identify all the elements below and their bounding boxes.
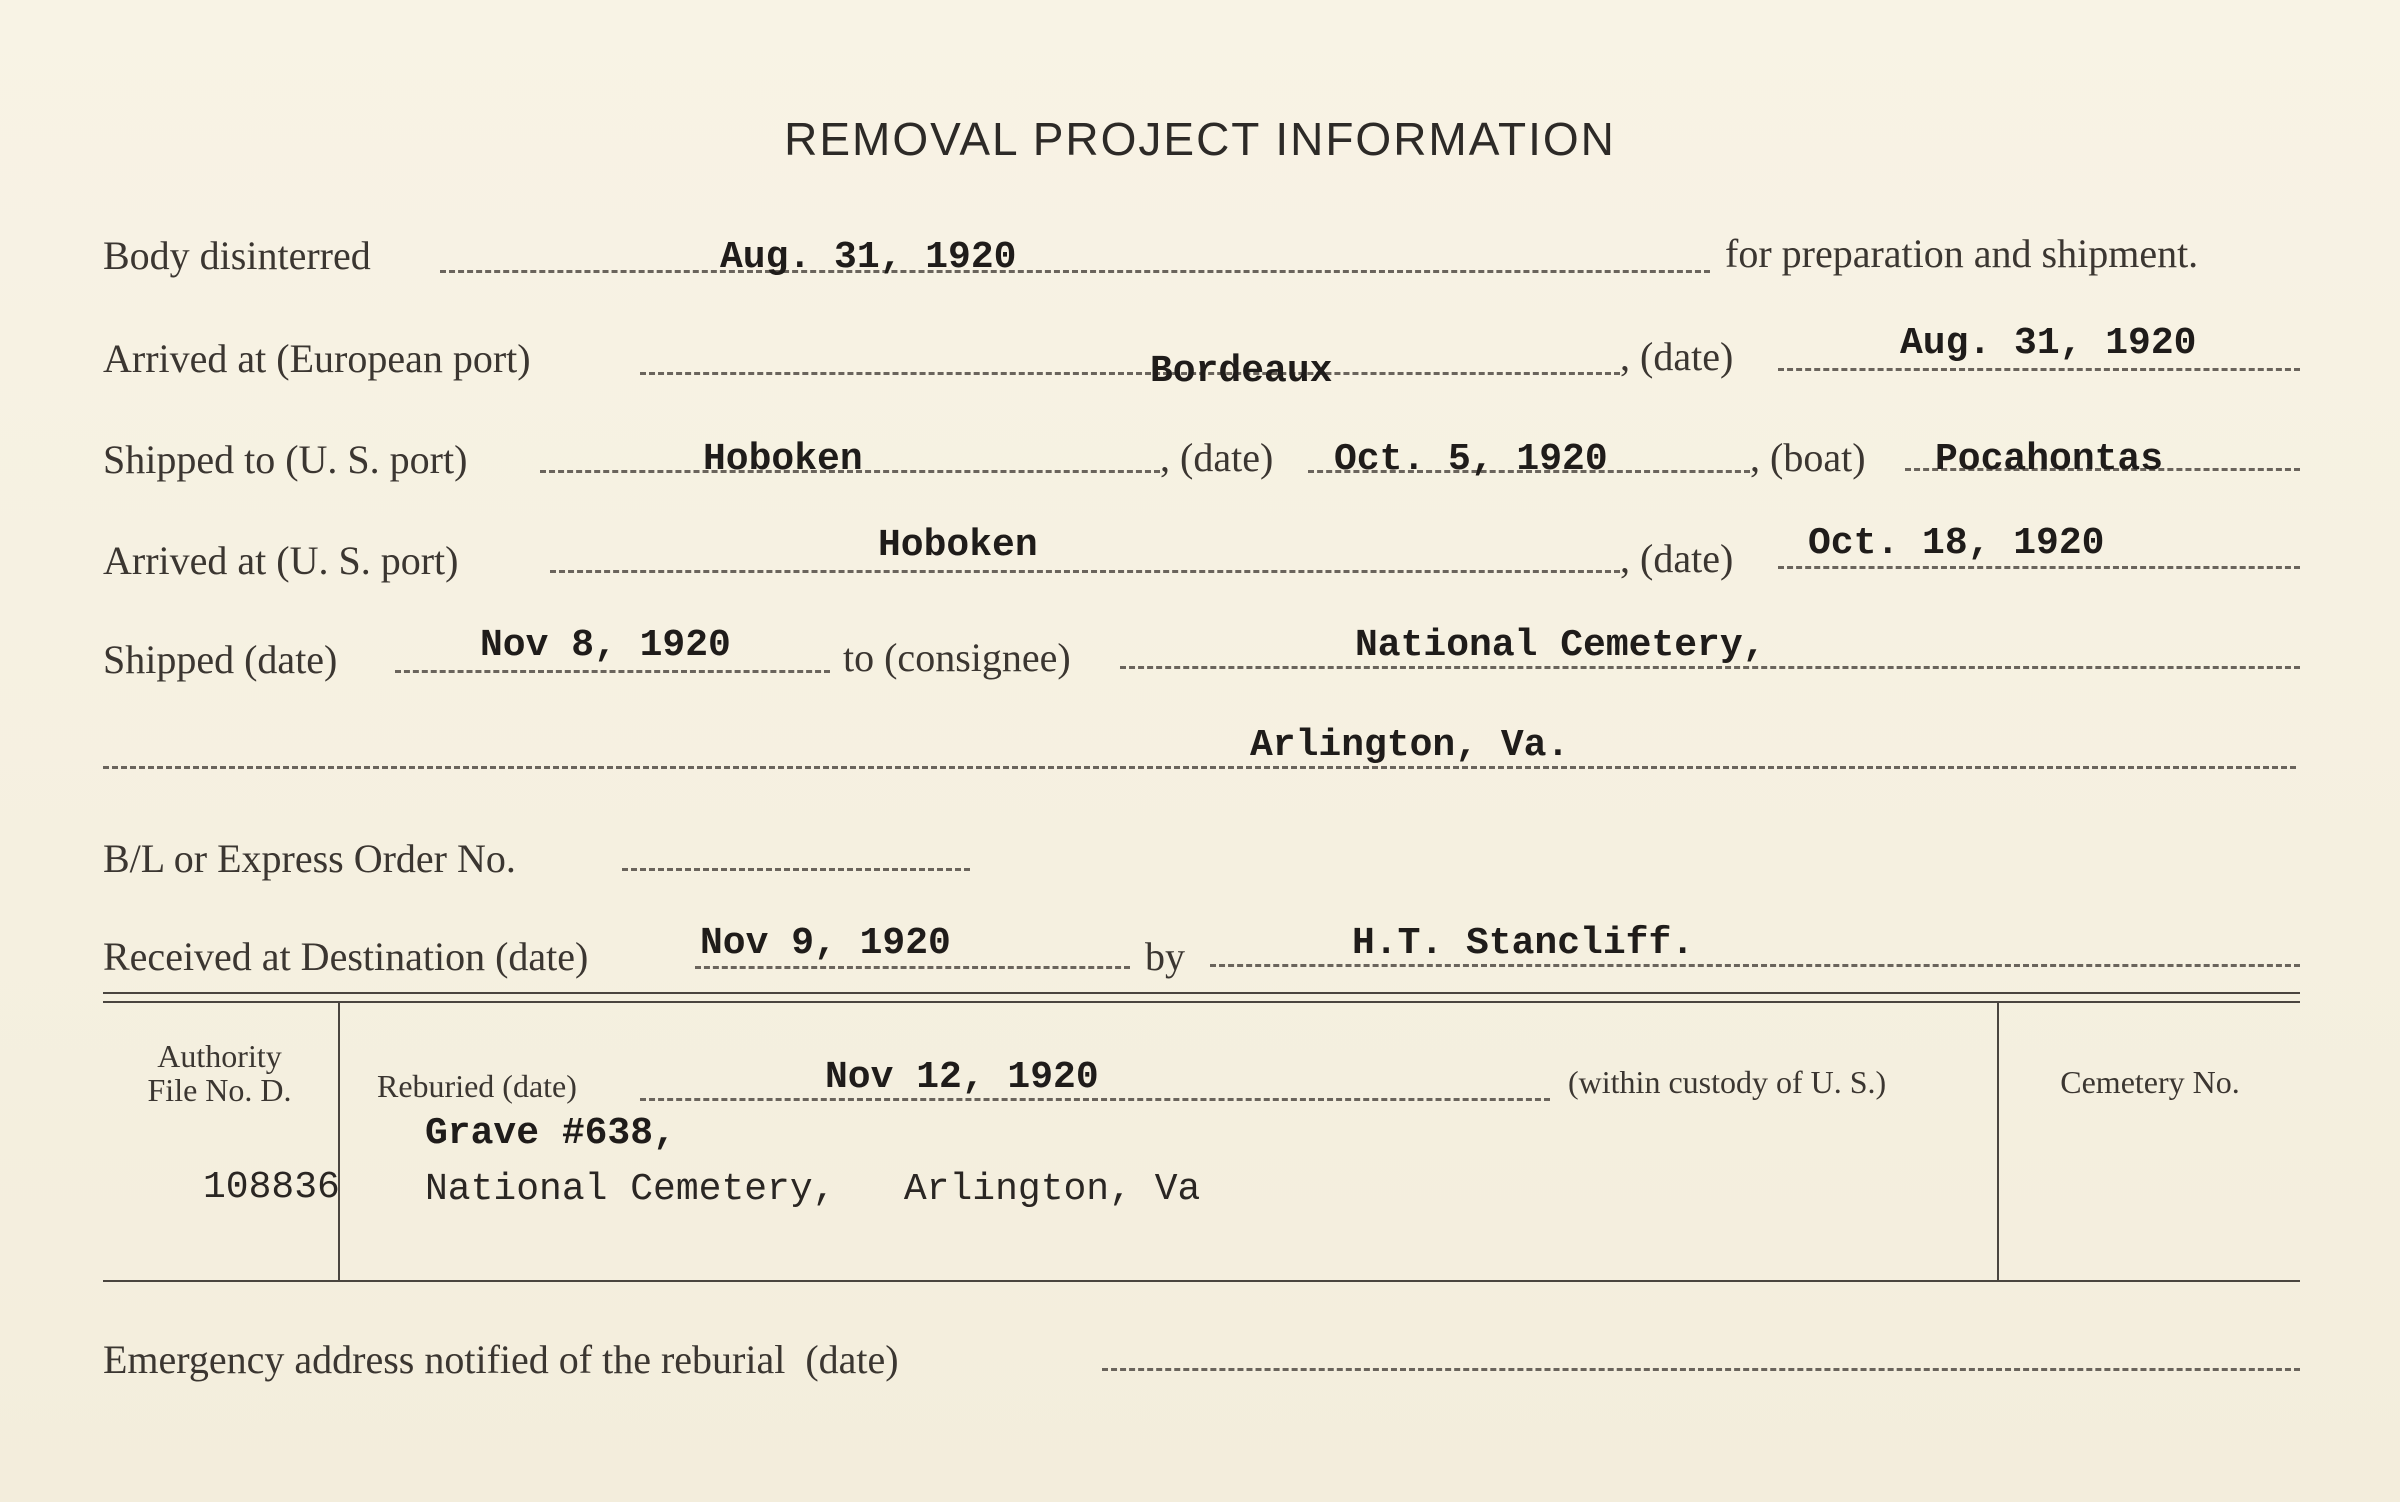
arrived-us-label: Arrived at (U. S. port) [103, 538, 459, 583]
shipped-date-value: Nov 8, 1920 [480, 624, 731, 667]
received-line [695, 966, 1130, 969]
consignee-value-line2: Arlington, Va. [1250, 724, 1570, 767]
arrived-us-line [550, 570, 1620, 573]
box-bottom-rule [103, 1280, 2300, 1282]
box-top-rule-2 [103, 1001, 2300, 1003]
shipped-us-date-label: , (date) [1160, 435, 1274, 480]
shipped-us-label: Shipped to (U. S. port) [103, 437, 468, 482]
shipped-date-line [395, 670, 830, 673]
card-title: REMOVAL PROJECT INFORMATION [784, 113, 1616, 165]
disinterred-suffix: for preparation and shipment. [1725, 231, 2199, 276]
grave-line-2: National Cemetery, Arlington, Va [425, 1168, 1201, 1211]
disinterred-label: Body disinterred [103, 233, 371, 278]
arrived-us-date-value: Oct. 18, 1920 [1808, 522, 2105, 565]
disinterred-line [440, 270, 1710, 273]
box-divider-right [1997, 1003, 1999, 1280]
arrived-us-value: Hoboken [878, 524, 1038, 567]
shipped-us-boat-label: , (boat) [1750, 435, 1866, 480]
consignee-label: to (consignee) [843, 635, 1071, 680]
custody-label: (within custody of U. S.) [1568, 1064, 1887, 1100]
shipped-date-label: Shipped (date) [103, 637, 338, 682]
bl-line [622, 868, 970, 871]
shipped-us-value: Hoboken [703, 438, 863, 481]
file-no-label: File No. D. [147, 1072, 292, 1108]
bl-label: B/L or Express Order No. [103, 836, 516, 881]
shipped-us-date-value: Oct. 5, 1920 [1334, 438, 1608, 481]
arrived-european-date-line [1778, 368, 2300, 371]
reburied-label: Reburied (date) [377, 1068, 577, 1104]
box-divider-left [338, 1003, 340, 1280]
received-value: Nov 9, 1920 [700, 922, 951, 965]
cemetery-no-label: Cemetery No. [2060, 1064, 2240, 1100]
emergency-label: Emergency address notified of the reburial (date) [103, 1337, 899, 1382]
received-by-value: H.T. Stancliff. [1352, 922, 1695, 965]
grave-line-1: Grave #638, [425, 1112, 676, 1155]
received-by-label: by [1145, 934, 1185, 979]
arrived-european-date-value: Aug. 31, 1920 [1900, 322, 2197, 365]
received-label: Received at Destination (date) [103, 934, 589, 979]
reburied-value: Nov 12, 1920 [825, 1056, 1099, 1099]
arrived-european-date-label: , (date) [1620, 334, 1734, 379]
shipped-us-boat-value: Pocahontas [1935, 438, 2164, 481]
authority-label: Authority [157, 1038, 282, 1074]
box-top-rule-1 [103, 992, 2300, 994]
arrived-european-value: Bordeaux [1150, 350, 1333, 393]
arrived-european-label: Arrived at (European port) [103, 336, 531, 381]
arrived-us-date-label: , (date) [1620, 536, 1734, 581]
arrived-us-date-line [1778, 566, 2300, 569]
consignee-line-2 [103, 766, 2296, 769]
file-no-value: 108836 [203, 1166, 340, 1209]
arrived-european-line [640, 372, 1620, 375]
disinterred-value: Aug. 31, 1920 [720, 236, 1017, 279]
consignee-value: National Cemetery, [1355, 624, 1766, 667]
emergency-line [1102, 1368, 2300, 1371]
